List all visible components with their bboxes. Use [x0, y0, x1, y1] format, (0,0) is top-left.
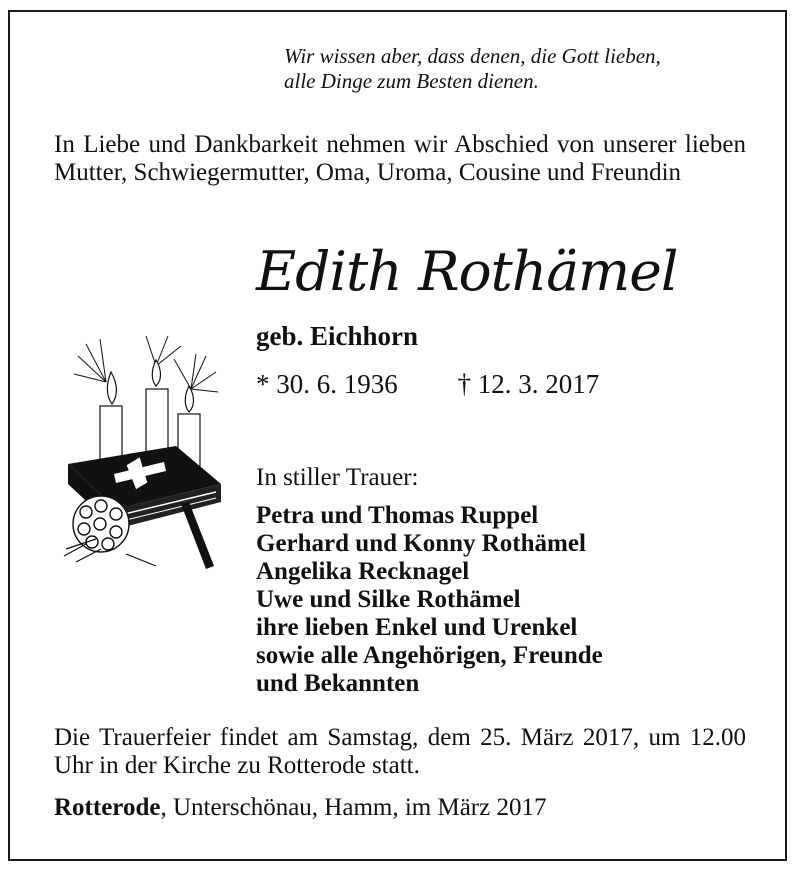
life-dates	[256, 368, 599, 400]
place-rest: , Unterschönau, Hamm, im März 2017	[160, 794, 547, 821]
mourner-line: und Bekannten	[256, 670, 420, 697]
candles-bible-flowers-icon	[56, 334, 236, 584]
funeral-service-text: Die Trauerfeier findet am Samstag, dem 25. März 2017, um 12.00 Uhr in der Kirche zu Rotterode statt.	[54, 724, 746, 779]
place-town: Rotterode	[54, 794, 161, 821]
death-date: † 12. 3. 2017	[457, 369, 600, 399]
mourner-line: Petra und Thomas Ruppel	[256, 502, 539, 529]
mourner-line: Uwe und Silke Rothämel	[256, 586, 521, 613]
mourner-line: Angelika Recknagel	[256, 558, 470, 585]
mourning-heading: In stiller Trauer:	[256, 464, 419, 491]
mourner-line: ihre lieben Enkel und Urenkel	[256, 614, 578, 641]
verse-line-2: alle Dinge zum Besten dienen.	[284, 69, 539, 93]
deceased-name: Edith Rothämel	[256, 240, 678, 303]
mourner-line: Gerhard und Konny Rothämel	[256, 530, 586, 557]
mourner-line: sowie alle Angehörigen, Freunde	[256, 642, 603, 669]
bible-verse	[284, 44, 744, 94]
verse-line-1: Wir wissen aber, dass denen, die Gott lieben,	[284, 44, 661, 68]
birth-date: * 30. 6. 1936	[256, 369, 398, 399]
maiden-name: geb. Eichhorn	[256, 321, 419, 351]
mourners-list	[256, 502, 603, 698]
place-and-date	[54, 793, 546, 823]
intro-text: In Liebe und Dankbarkeit nehmen wir Abschied von unserer lieben Mutter, Schwiegermutter, Oma, Uroma, Cousine und Freundin	[54, 131, 746, 186]
